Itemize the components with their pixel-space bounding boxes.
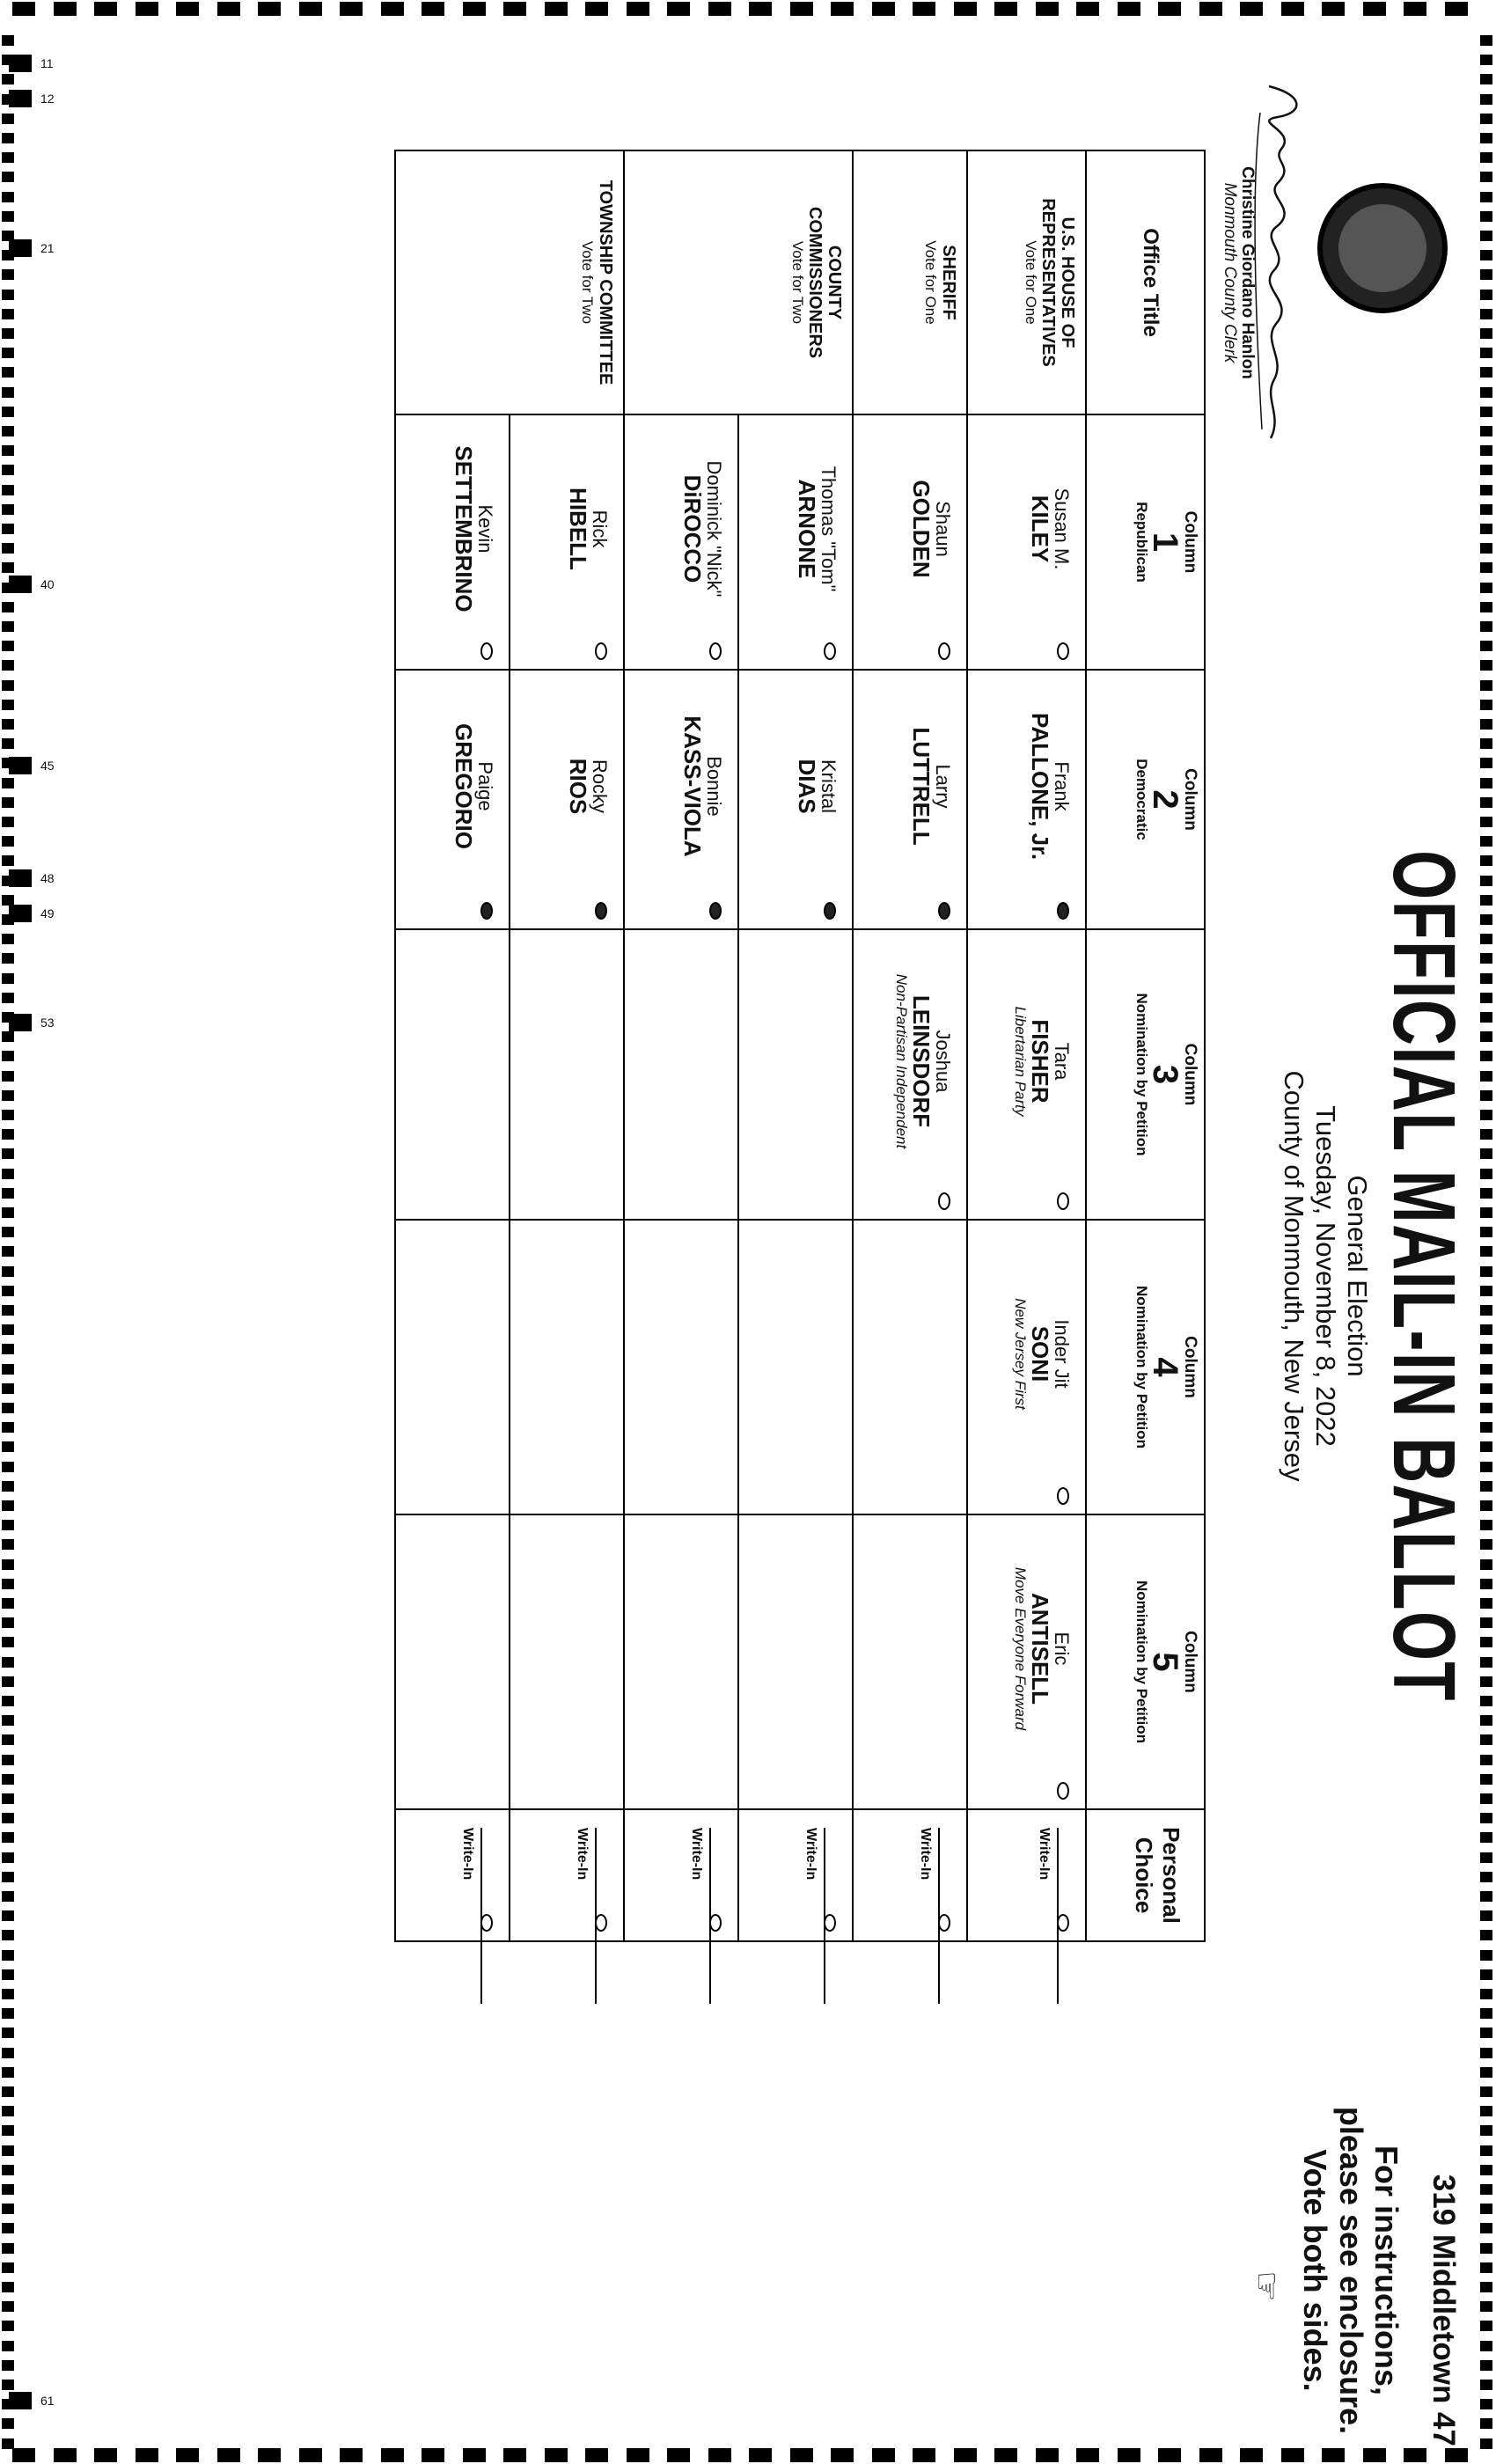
county-seal — [1317, 183, 1448, 313]
ballot-cell — [510, 1220, 624, 1514]
vote-oval[interactable] — [480, 642, 493, 660]
ballot-cell — [967, 1514, 1086, 1809]
candidate — [909, 679, 952, 893]
candidate-last-name: GOLDEN — [907, 480, 935, 578]
vote-oval[interactable] — [938, 1192, 950, 1210]
ballot-cell — [967, 1220, 1086, 1514]
column-party: Republican — [1133, 502, 1151, 583]
write-in-cell — [624, 1809, 738, 1941]
ballot-cell — [853, 929, 967, 1220]
timing-mark-number: 11 — [40, 56, 54, 70]
candidate — [566, 424, 609, 634]
candidate-first-name: Thomas "Tom" — [818, 466, 840, 592]
instruction-line: Vote both sides. — [1297, 2149, 1334, 2392]
candidate-last-name: SONI — [1026, 1325, 1053, 1382]
ballot-cell — [967, 670, 1086, 929]
candidate-first-name: Bonnie — [703, 756, 725, 817]
vote-oval[interactable] — [938, 642, 950, 660]
column-header-4 — [1086, 1220, 1205, 1514]
candidate-first-name: Susan M. — [1051, 488, 1073, 570]
column-label: Column — [1181, 510, 1199, 574]
candidate-first-name: Larry — [932, 764, 954, 809]
ballot-cell — [395, 414, 510, 670]
candidate-last-name: RIOS — [564, 758, 591, 815]
ballot-cell — [967, 929, 1086, 1220]
candidate — [909, 424, 952, 634]
candidate-last-name: DiROCCO — [678, 474, 706, 583]
column-party: Nomination by Petition — [1133, 1285, 1151, 1449]
candidate-party: Move Everyone Forward — [1012, 1566, 1030, 1731]
column-party: Democratic — [1133, 759, 1151, 840]
column-party: Nomination by Petition — [1133, 1580, 1151, 1744]
candidate — [1028, 424, 1071, 634]
write-in-label: Write-In — [803, 1828, 818, 1881]
candidate-first-name: Rick — [589, 510, 611, 548]
vote-oval[interactable] — [595, 642, 607, 660]
ballot-cell — [738, 929, 853, 1220]
office-title: U.S. HOUSE OF — [1058, 216, 1077, 348]
write-in-label: Write-In — [918, 1828, 933, 1881]
write-in-label: Write-In — [575, 1828, 590, 1881]
instruction-line: For instructions, — [1368, 2145, 1404, 2395]
column-label: Column — [1181, 1336, 1199, 1398]
candidate-first-name: Paige — [474, 761, 496, 811]
timing-mark-number: 48 — [40, 871, 55, 885]
vote-oval[interactable] — [1057, 1782, 1069, 1800]
column-number: 4 — [1146, 1357, 1185, 1377]
candidate — [1013, 939, 1071, 1184]
column-number: 2 — [1146, 789, 1185, 810]
write-in-cell — [510, 1809, 624, 1941]
column-party: Nomination by Petition — [1133, 993, 1151, 1156]
write-in-cell — [967, 1809, 1086, 1941]
page-title: OFFICIAL MAIL-IN BALLOT — [1375, 850, 1473, 1702]
timing-mark-number: 61 — [40, 2394, 55, 2408]
pointing-hand-icon: ☞ — [1247, 2270, 1286, 2302]
write-in-cell — [395, 1809, 510, 1941]
vote-oval[interactable] — [938, 902, 950, 920]
ballot-cell — [853, 670, 967, 929]
clerk-title: Monmouth County Clerk — [1221, 182, 1239, 363]
ballot-cell — [624, 929, 738, 1220]
election-name: General Election — [1342, 1175, 1373, 1377]
candidate — [566, 679, 609, 893]
column-header-2 — [1086, 670, 1205, 929]
candidate-first-name: Frank — [1051, 761, 1073, 811]
candidate — [451, 679, 495, 893]
ballot-cell — [395, 1514, 510, 1809]
ballot-cell — [395, 1220, 510, 1514]
election-date: Tuesday, November 8, 2022 — [1310, 1105, 1341, 1447]
vote-oval[interactable] — [1057, 1192, 1069, 1210]
vote-oval[interactable] — [1057, 1487, 1069, 1505]
ballot-cell — [510, 414, 624, 670]
vote-oval[interactable] — [709, 902, 722, 920]
candidate-party: Non-Partisan Independent — [893, 973, 911, 1149]
ballot-cell — [624, 1514, 738, 1809]
write-in-oval[interactable] — [595, 1914, 607, 1932]
office-title: COMMISSIONERS — [805, 206, 825, 359]
column-number: 5 — [1146, 1652, 1185, 1672]
candidate — [1028, 679, 1071, 893]
ballot-cell — [395, 670, 510, 929]
write-in-oval[interactable] — [824, 1914, 836, 1932]
office-title-label: Office Title — [1139, 228, 1162, 337]
ballot-cell — [395, 929, 510, 1220]
vote-for: Vote for One — [1022, 240, 1039, 325]
candidate-last-name: SETTEMBRINO — [450, 445, 477, 612]
vote-for: Vote for One — [922, 240, 940, 325]
office-title-header — [1086, 150, 1205, 414]
candidate-first-name: Joshua — [932, 1030, 954, 1093]
candidate-first-name: Dominick "Nick" — [703, 460, 725, 598]
ballot-cell — [624, 670, 738, 929]
candidate — [451, 424, 495, 634]
candidate — [795, 679, 838, 893]
candidate-first-name: Tara — [1051, 1042, 1073, 1081]
candidate — [795, 424, 838, 634]
column-label: Column — [1181, 1631, 1199, 1693]
candidate-last-name: LUTTRELL — [907, 727, 935, 846]
timing-mark-number: 53 — [40, 1016, 55, 1030]
candidate-last-name: ARNONE — [793, 479, 820, 579]
write-in-oval[interactable] — [1057, 1914, 1069, 1932]
candidate-first-name: Kevin — [474, 504, 496, 554]
ballot-cell — [510, 1514, 624, 1809]
candidate-party: Libertarian Party — [1012, 1006, 1030, 1117]
vote-for: Vote for Two — [788, 240, 806, 325]
ballot-cell — [624, 1220, 738, 1514]
column-header-3 — [1086, 929, 1205, 1220]
timing-mark-number: 49 — [40, 906, 55, 920]
election-county: County of Monmouth, New Jersey — [1279, 1070, 1309, 1482]
write-in-label: Write-In — [1037, 1828, 1052, 1881]
candidate-last-name: DIAS — [793, 759, 820, 814]
candidate — [1013, 1229, 1071, 1478]
timing-mark-number: 40 — [40, 577, 55, 591]
column-label: Column — [1181, 768, 1199, 831]
office-title-cell — [967, 150, 1086, 414]
write-in-oval[interactable] — [709, 1914, 722, 1932]
candidate — [894, 939, 952, 1184]
office-title: SHERIFF — [939, 245, 958, 320]
candidate-first-name: Shaun — [932, 501, 954, 557]
candidate — [1013, 1524, 1071, 1773]
personal-choice-header — [1086, 1809, 1205, 1941]
write-in-cell — [853, 1809, 967, 1941]
candidate-last-name: LEINSDORF — [907, 994, 935, 1128]
instructions — [1297, 2103, 1404, 2438]
ballot-cell — [624, 414, 738, 670]
candidate-last-name: KILEY — [1026, 495, 1053, 563]
ballot-cell — [510, 670, 624, 929]
ballot-cell — [738, 670, 853, 929]
ballot-cell — [738, 1220, 853, 1514]
timing-mark-number: 45 — [40, 759, 55, 773]
vote-oval[interactable] — [480, 902, 493, 920]
write-in-cell — [738, 1809, 853, 1941]
office-title: COUNTY — [825, 245, 844, 320]
write-in-label: Write-In — [460, 1828, 475, 1881]
candidate-last-name: FISHER — [1026, 1019, 1053, 1104]
vote-oval[interactable] — [824, 642, 836, 660]
ballot-cell — [738, 414, 853, 670]
candidate-party: New Jersey First — [1012, 1298, 1030, 1410]
vote-oval[interactable] — [1057, 642, 1069, 660]
column-number: 1 — [1146, 532, 1185, 553]
office-title-cell — [624, 150, 853, 414]
candidate-last-name: HIBELL — [564, 488, 591, 570]
office-title-cell — [853, 150, 967, 414]
vote-for: Vote for Two — [579, 240, 597, 325]
column-header-5 — [1086, 1514, 1205, 1809]
vote-oval[interactable] — [595, 902, 607, 920]
column-header-1 — [1086, 414, 1205, 670]
ballot-cell — [853, 1220, 967, 1514]
ballot-cell — [967, 414, 1086, 670]
candidate-first-name: Eric — [1051, 1632, 1073, 1666]
ballot-cell — [510, 929, 624, 1220]
write-in-label: Write-In — [689, 1828, 704, 1881]
candidate-last-name: KASS-VIOLA — [678, 715, 706, 857]
ballot-table — [394, 150, 1206, 1942]
column-number: 3 — [1146, 1064, 1185, 1085]
write-in-oval[interactable] — [938, 1914, 950, 1932]
candidate-last-name: ANTISELL — [1026, 1592, 1053, 1705]
vote-oval[interactable] — [1057, 902, 1069, 920]
office-title-cell — [395, 150, 624, 414]
clerk-name: Christine Giordano Hanlon — [1238, 166, 1257, 379]
candidate — [680, 424, 723, 634]
candidate-last-name: PALLONE, Jr. — [1026, 712, 1053, 861]
personal-choice-label: Personal Choice — [1131, 1827, 1184, 1924]
ballot-cell — [853, 414, 967, 670]
candidate-first-name: Inder Jit — [1051, 1319, 1073, 1389]
column-label: Column — [1181, 1043, 1199, 1106]
candidate-first-name: Rocky — [589, 759, 611, 814]
office-title: TOWNSHIP COMMITTEE — [596, 180, 615, 385]
vote-oval[interactable] — [709, 642, 722, 660]
write-in-oval[interactable] — [480, 1914, 493, 1932]
ballot-cell — [853, 1514, 967, 1809]
candidate-first-name: Kristal — [818, 759, 840, 814]
precinct-label: 319 Middletown 47 — [1426, 2174, 1461, 2446]
instruction-line: please see enclosure. — [1332, 2106, 1369, 2435]
candidate-last-name: GREGORIO — [450, 722, 477, 849]
office-title: REPRESENTATIVES — [1038, 198, 1059, 367]
timing-mark-number: 21 — [40, 241, 55, 255]
candidate — [680, 679, 723, 893]
timing-mark-number: 12 — [40, 92, 55, 106]
ballot-cell — [738, 1514, 853, 1809]
vote-oval[interactable] — [824, 902, 836, 920]
